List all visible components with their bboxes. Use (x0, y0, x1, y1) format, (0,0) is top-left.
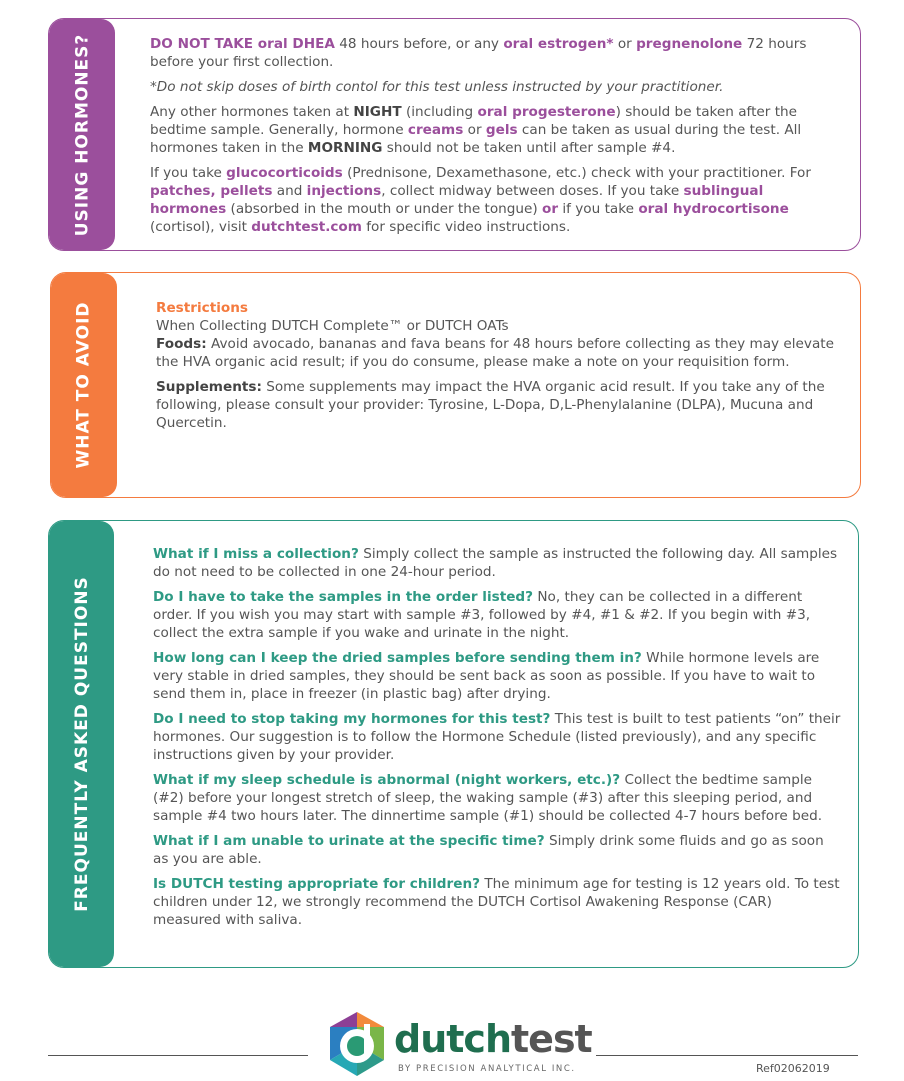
section-title: USING HORMONES? (72, 33, 92, 236)
highlighted-text: glucocorticoids (226, 165, 343, 181)
paragraph (153, 875, 843, 929)
body-text: if you take (558, 201, 639, 217)
paragraph (153, 832, 843, 868)
footer-divider-left (48, 1055, 308, 1056)
section-title: FREQUENTLY ASKED QUESTIONS (71, 576, 92, 912)
highlighted-text: DO NOT TAKE oral DHEA (150, 36, 335, 52)
highlighted-text: Do I have to take the samples in the order listed? (153, 589, 534, 605)
body-text: The minimum age for testing is 12 years old. To test children under 12, we strongly recommend the DUTCH Cortisol Awakening Response (CAR) measured with saliva. (153, 876, 840, 928)
paragraph (150, 164, 820, 236)
italic-note: *Do not skip doses of birth contol for this test unless instructed by your practitioner. (150, 79, 724, 95)
body-text: should not be taken until after sample #4. (382, 140, 676, 156)
body-text: (absorbed in the mouth or under the tongue) (226, 201, 543, 217)
paragraph (153, 588, 843, 642)
body-text: (Prednisone, Dexamethasone, etc.) check with your practitioner. For (342, 165, 811, 181)
body-text: or (463, 122, 486, 138)
section-title: WHAT TO AVOID (74, 301, 95, 469)
section-tab (49, 521, 114, 967)
paragraph (153, 545, 843, 581)
body-text: If you take (150, 165, 227, 181)
body-text: Simply drink some fluids and go as soon as you are able. (153, 833, 824, 867)
using-hormones-section (48, 18, 861, 251)
highlighted-text: sublingual hormones (150, 183, 764, 217)
body-text: ) should be taken after the bedtime sample. Generally, hormone (150, 104, 798, 138)
highlighted-text: injections (306, 183, 382, 199)
highlighted-text: Is DUTCH testing appropriate for children? (153, 876, 481, 892)
highlighted-text: creams (407, 122, 464, 138)
brand-tagline: BY PRECISION ANALYTICAL INC. (398, 1064, 576, 1074)
highlighted-text: What if I am unable to urinate at the specific time? (153, 833, 545, 849)
body-text: No, they can be collected in a different order. If you wish you may start with sample #3, followed by #4, #1 & #2. If you begin with #3, collect the extra sample if you wake and urinate in the night. (153, 589, 811, 641)
highlighted-text: What if my sleep schedule is abnormal (night workers, etc.)? (153, 772, 621, 788)
paragraph (153, 771, 843, 825)
body-text: (cortisol), visit (150, 219, 252, 235)
body-text: While hormone levels are very stable in dried samples, they should be sent back as soon as possible. If you have to wait to send them in, place in freezer (in plastic bag) after drying. (153, 650, 820, 702)
paragraph (153, 649, 843, 703)
body-text: Collect the bedtime sample (#2) before your longest stretch of sleep, the waking sample (#3) after this sleeping period, and sample #4 two hours later. The dinnertime sample (#1) should be collected 4-7 hours before bed. (153, 772, 823, 824)
highlighted-text: or (542, 201, 559, 217)
highlighted-text: oral progesterone (477, 104, 616, 120)
brand-wordmark: dutchtest (394, 1017, 592, 1061)
bold-text: Supplements: (156, 379, 262, 395)
section-tab (51, 273, 117, 497)
paragraph (150, 103, 820, 157)
body-text: , collect midway between doses. If you take (381, 183, 684, 199)
paragraph (156, 378, 846, 432)
body-text: Simply collect the sample as instructed the following day. All samples do not need to be collected in one 24-hour period. (153, 546, 838, 580)
bold-text: NIGHT (353, 104, 402, 120)
body-text: Some supplements may impact the HVA organic acid result. If you take any of the following, please consult your provider: Tyrosine, L-Dopa, D,L-Phenylalanine (DLPA), Mucuna and Quercetin. (156, 379, 825, 431)
body-text: (including (401, 104, 478, 120)
paragraph (153, 710, 843, 764)
highlighted-text: Do I need to stop taking my hormones for this test? (153, 711, 551, 727)
body-text: for specific video instructions. (361, 219, 571, 235)
highlighted-text: pregnenolone (636, 36, 743, 52)
dutchtest-logo (326, 1010, 592, 1078)
reference-code: Ref02062019 (756, 1062, 830, 1075)
paragraph (156, 299, 846, 371)
faq-section (48, 520, 859, 968)
body-text: 48 hours before, or any (334, 36, 504, 52)
paragraph (150, 78, 820, 96)
bold-text: MORNING (307, 140, 383, 156)
highlighted-text: dutchtest.com (251, 219, 362, 235)
highlighted-text: oral estrogen* (503, 36, 614, 52)
hexagon-logo-icon (326, 1010, 388, 1078)
highlighted-text: Restrictions (156, 300, 248, 316)
body-text: This test is built to test patients “on” their hormones. Our suggestion is to follow the Hormone Schedule (listed previously), and any specific instructions given by your provider. (153, 711, 841, 763)
paragraph (150, 35, 820, 71)
section-content (156, 299, 846, 439)
bold-text: Foods: (156, 336, 207, 352)
footer-divider-right (596, 1055, 858, 1056)
body-text: Avoid avocado, bananas and fava beans for 48 hours before collecting as they may elevate the HVA organic acid result; if you do consume, please make a note on your requisition form. (156, 336, 834, 370)
highlighted-text: What if I miss a collection? (153, 546, 359, 562)
what-to-avoid-section (50, 272, 861, 498)
body-text: Any other hormones taken at (150, 104, 354, 120)
highlighted-text: patches, pellets (150, 183, 273, 199)
section-content (150, 35, 820, 243)
body-text: and (272, 183, 307, 199)
highlighted-text: oral hydrocortisone (638, 201, 789, 217)
section-tab (49, 19, 115, 250)
body-text: 72 hours before your first collection. (150, 36, 807, 70)
section-content (153, 545, 843, 936)
body-text: or (613, 36, 637, 52)
body-text: can be taken as usual during the test. All hormones taken in the (150, 122, 802, 156)
highlighted-text: gels (485, 122, 518, 138)
highlighted-text: How long can I keep the dried samples before sending them in? (153, 650, 642, 666)
body-text: When Collecting DUTCH Complete™ or DUTCH OATs (156, 318, 509, 334)
